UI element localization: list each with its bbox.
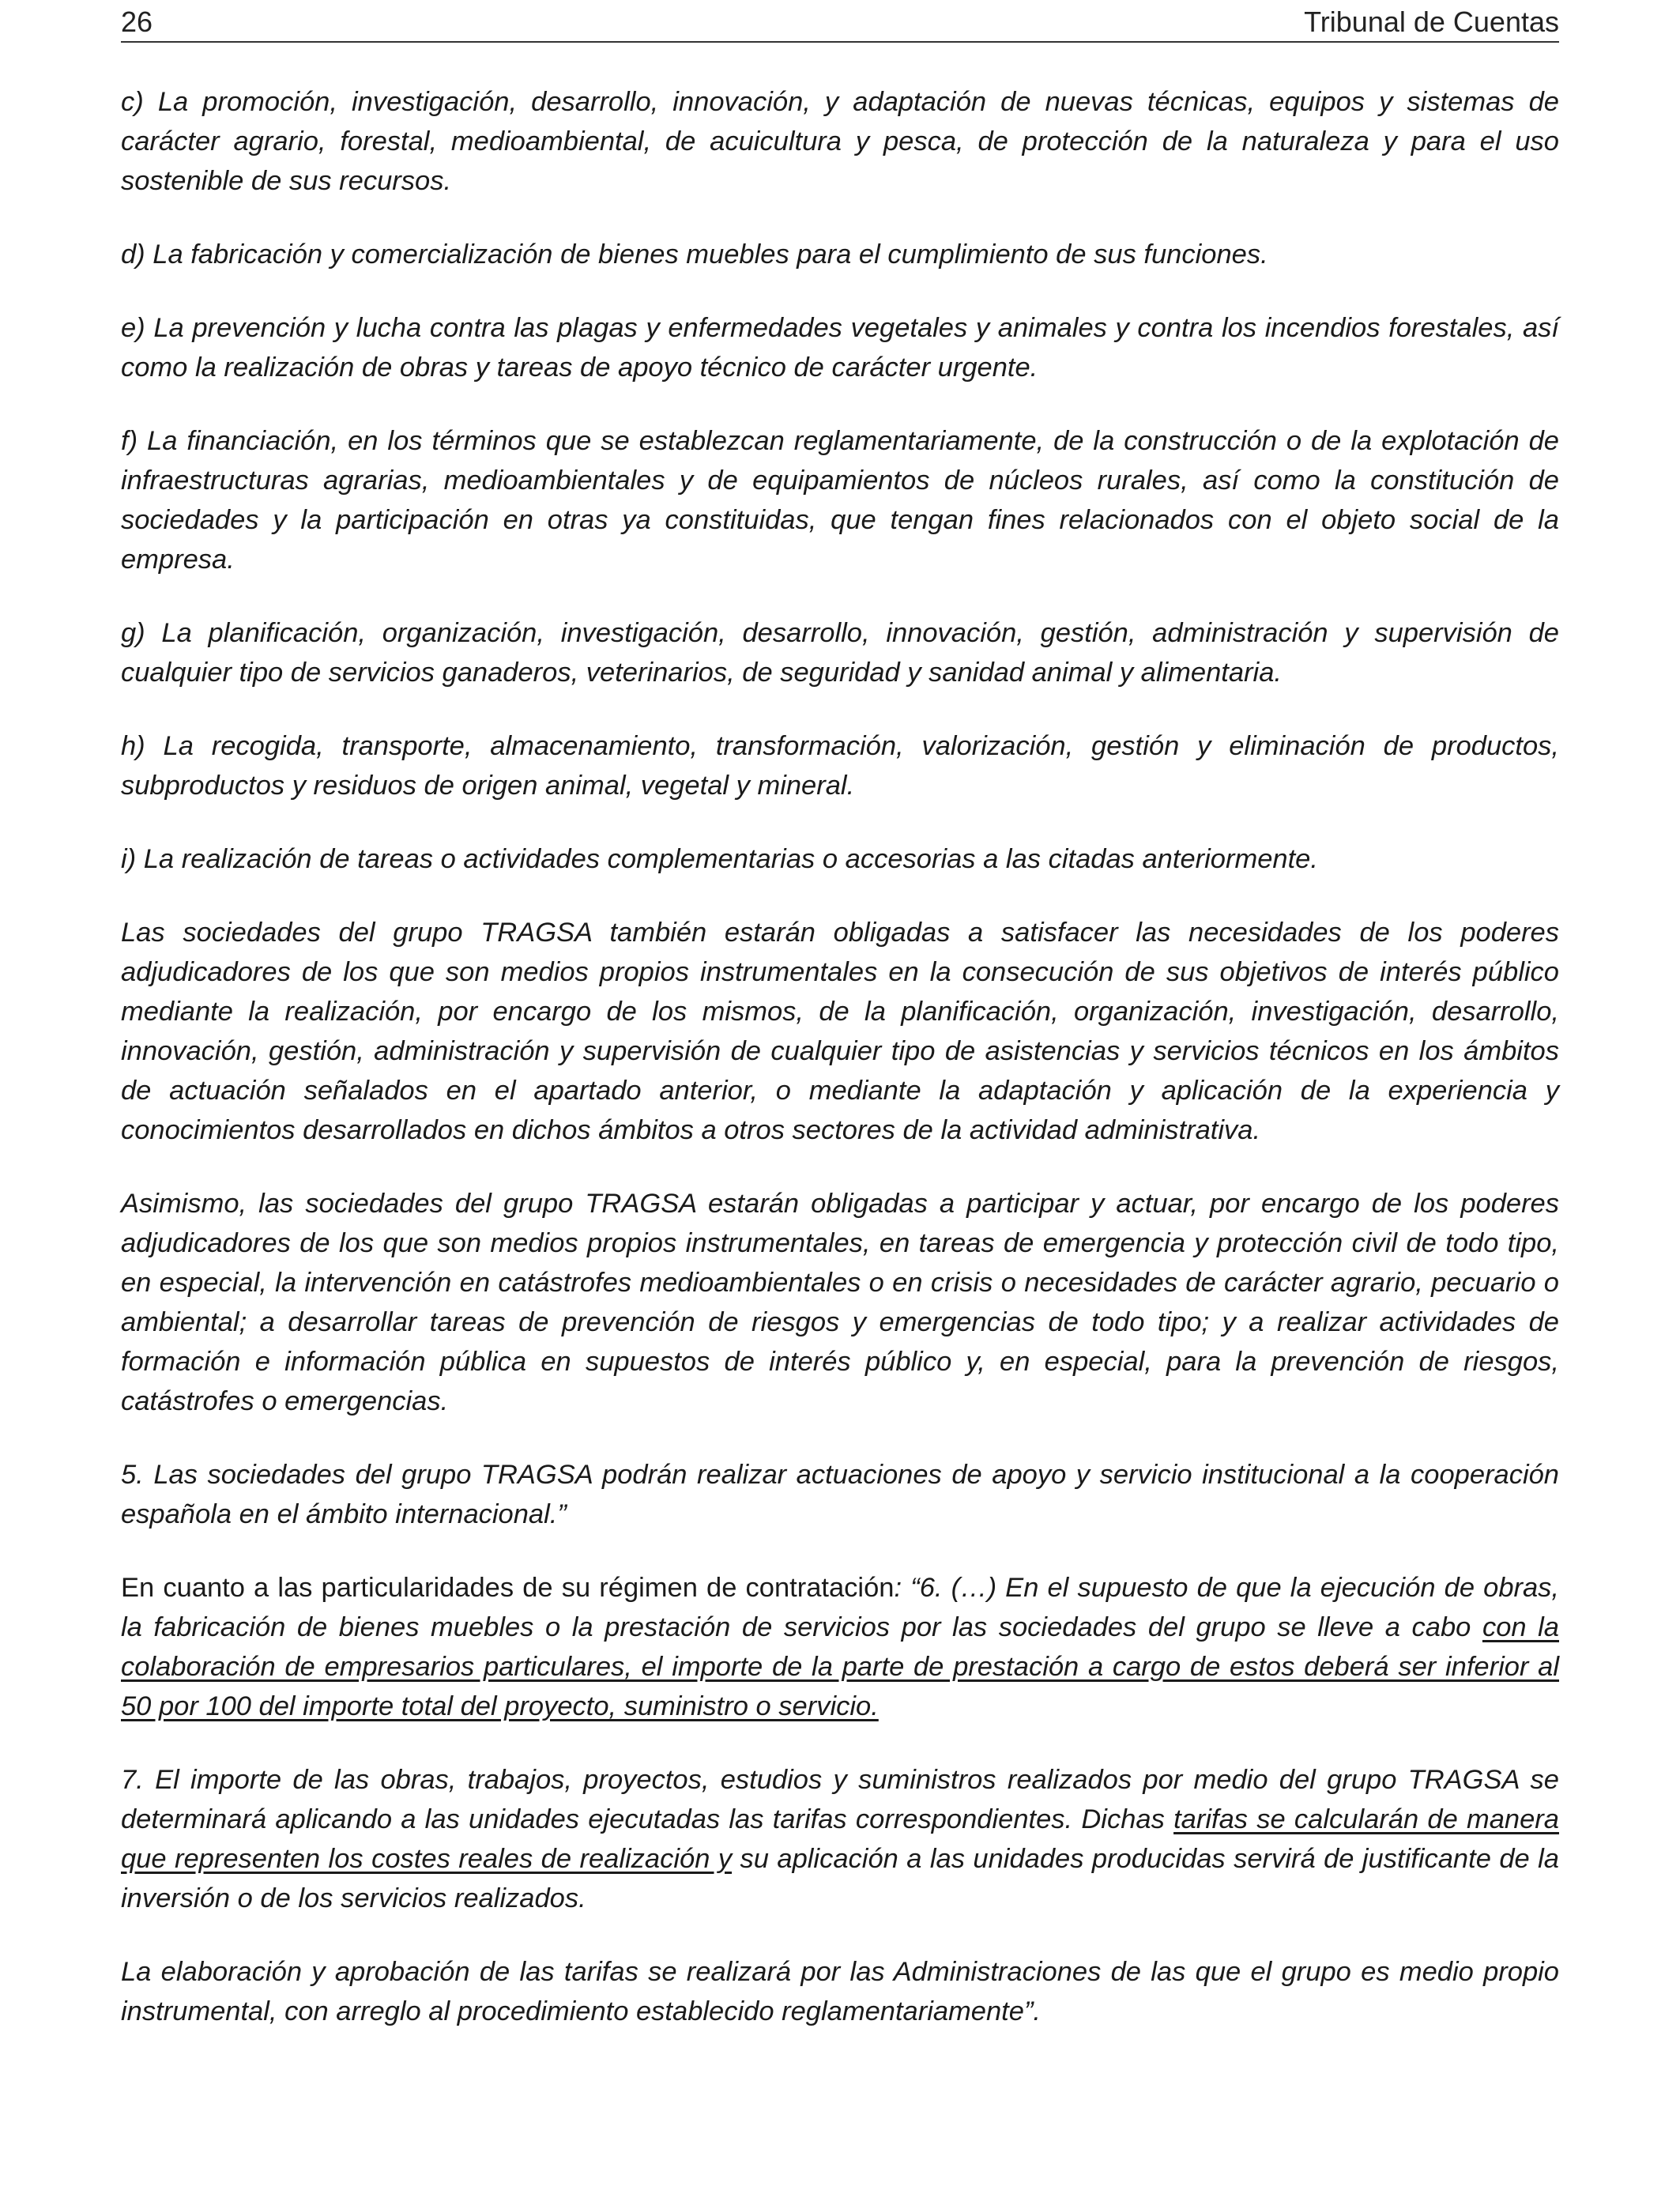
- siete-start: 7. El importe de las obras, trabajos, proyectos, estudios y suministros realizados por medio del grupo TRAGSA se determinará aplicando a las unidades ejecutadas las tarifas correspondientes. Dichas: [121, 1765, 1559, 1834]
- paragraph-asimismo: Asimismo, las sociedades del grupo TRAGSA estarán obligadas a participar y actuar, por encargo de los poderes adjudicadores de los que son medios propios instrumentales, en tareas de emergencia y protección civil de todo tipo, en especial, la intervención en catástrofes medioambientales o en crisis o necesidades de carácter agrario, pecuario o ambiental; a desarrollar tareas de prevención de riesgos y emergencias de todo tipo; y a realizar actividades de formación e información pública en supuestos de interés público y, en especial, para la prevención de riesgos, catástrofes o emergencias.: [121, 1189, 1559, 1416]
- siete-underlined: tarifas se calcularán de manera que representen los costes reales de realización y: [121, 1804, 1559, 1874]
- paragraph-e: e) La prevención y lucha contra las plagas y enfermedades vegetales y animales y contra los incendios forestales, así como la realización de obras y tareas de apoyo técnico de carácter urgente.: [121, 313, 1559, 383]
- contratacion-colon: :: [894, 1573, 911, 1603]
- paragraph-contratacion: [121, 1568, 1559, 1726]
- publisher-name: Tribunal de Cuentas: [1304, 6, 1559, 38]
- document-body: [121, 82, 1559, 2065]
- siete-end: su aplicación a las unidades producidas servirá de justificante de la inversión o de los servicios realizados.: [121, 1844, 1559, 1913]
- paragraph-i: i) La realización de tareas o actividades complementarias o accesorias a las citadas anteriormente.: [121, 844, 1318, 874]
- paragraph-7: [121, 1760, 1559, 1918]
- paragraph-f: f) La financiación, en los términos que se establezcan reglamentariamente, de la construcción o de la explotación de infraestructuras agrarias, medioambientales y de equipamientos de núcleos rurales, así como la constitución de sociedades y la participación en otras ya constituidas, que tengan fines relacionados con el objeto social de la empresa.: [121, 426, 1559, 575]
- paragraph-elaboracion: La elaboración y aprobación de las tarifas se realizará por las Administraciones de las que el grupo es medio propio instrumental, con arreglo al procedimiento establecido reglamentariamente”.: [121, 1957, 1559, 2026]
- page-number: 26: [121, 6, 153, 38]
- paragraph-g: g) La planificación, organización, investigación, desarrollo, innovación, gestión, administración y supervisión de cualquier tipo de servicios ganaderos, veterinarios, de seguridad y sanidad animal y alimentaria.: [121, 618, 1559, 688]
- contratacion-underlined: con la colaboración de empresarios particulares, el importe de la parte de prestación a cargo de estos deberá ser inferior al 50 por 100 del importe total del proyecto, suministro o servicio.: [121, 1612, 1559, 1721]
- paragraph-h: h) La recogida, transporte, almacenamiento, transformación, valorización, gestión y eliminación de productos, subproductos y residuos de origen animal, vegetal y mineral.: [121, 731, 1559, 801]
- paragraph-c: c) La promoción, investigación, desarrollo, innovación, y adaptación de nuevas técnicas, equipos y sistemas de carácter agrario, forestal, medioambiental, de acuicultura y pesca, de protección de la naturaleza y para el uso sostenible de sus recursos.: [121, 87, 1559, 196]
- paragraph-d: d) La fabricación y comercialización de bienes muebles para el cumplimiento de sus funciones.: [121, 239, 1268, 270]
- paragraph-5: 5. Las sociedades del grupo TRAGSA podrán realizar actuaciones de apoyo y servicio institucional a la cooperación española en el ámbito internacional.”: [121, 1460, 1559, 1529]
- contratacion-quote: “6. (…) En el supuesto de que la ejecución de obras, la fabricación de bienes muebles o la prestación de servicios por las sociedades del grupo se lleve a cabo: [121, 1573, 1560, 1642]
- paragraph-sociedades: Las sociedades del grupo TRAGSA también estarán obligadas a satisfacer las necesidades de los poderes adjudicadores de los que son medios propios instrumentales en la consecución de sus objetivos de interés público mediante la realización, por encargo de los mismos, de la planificación, organización, investigación, desarrollo, innovación, gestión, administración y supervisión de cualquier tipo de asistencias y servicios técnicos en los ámbitos de actuación señalados en el apartado anterior, o mediante la adaptación y aplicación de la experiencia y conocimientos desarrollados en dichos ámbitos a otros sectores de la actividad administrativa.: [121, 918, 1559, 1145]
- contratacion-intro: En cuanto a las particularidades de su régimen de contratación: [121, 1573, 895, 1603]
- page-header: [121, 3, 1559, 43]
